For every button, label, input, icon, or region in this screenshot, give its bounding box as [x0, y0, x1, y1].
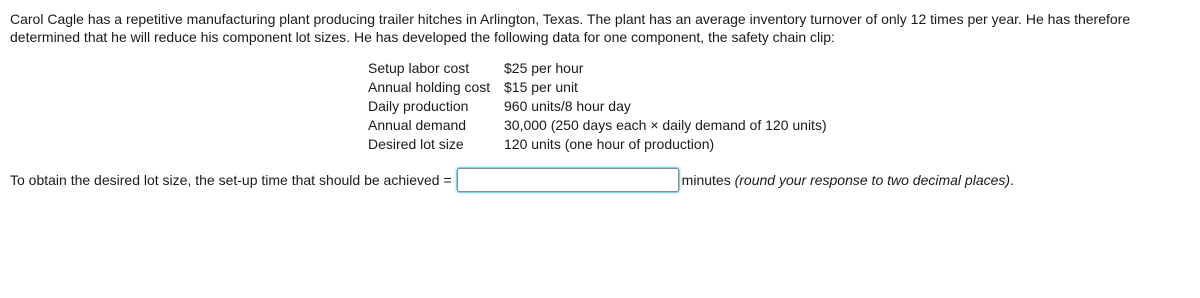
data-label: Annual holding cost	[368, 79, 491, 95]
problem-intro: Carol Cagle has a repetitive manufacturing plant producing trailer hitches in Arlington, Texas. The plant has an average inventory turnover of only 12 times per year. He has therefore determined that he will reduce his component lot sizes. He has developed the following data for one component, the safety chain clip:	[10, 11, 1131, 45]
data-label: Setup labor cost	[368, 60, 470, 76]
data-label: Desired lot size	[368, 136, 464, 152]
data-row-daily-production	[368, 97, 827, 116]
question-prompt: To obtain the desired lot size, the set-up time that should be achieved =	[10, 172, 452, 188]
data-value: 120 units (one hour of production)	[504, 136, 715, 152]
answer-row	[10, 167, 1014, 193]
data-value: 30,000 (250 days each × daily demand of 120 units)	[504, 117, 827, 133]
data-value: $15 per unit	[504, 79, 578, 95]
data-row-desired-lot-size	[368, 135, 827, 154]
data-row-annual-demand	[368, 116, 827, 135]
units-label: minutes	[681, 172, 731, 188]
setup-time-answer-input[interactable]	[457, 168, 679, 192]
answer-units	[682, 172, 1014, 188]
data-label: Daily production	[368, 98, 469, 114]
trailing-period: .	[1010, 172, 1014, 188]
data-label: Annual demand	[368, 117, 467, 133]
data-row-setup-labor-cost	[368, 59, 827, 78]
component-data-table	[368, 59, 827, 154]
data-value: 960 units/8 hour day	[504, 98, 631, 114]
data-value: $25 per hour	[504, 60, 584, 76]
data-row-annual-holding-cost	[368, 78, 827, 97]
rounding-instruction: (round your response to two decimal places)	[734, 172, 1011, 188]
